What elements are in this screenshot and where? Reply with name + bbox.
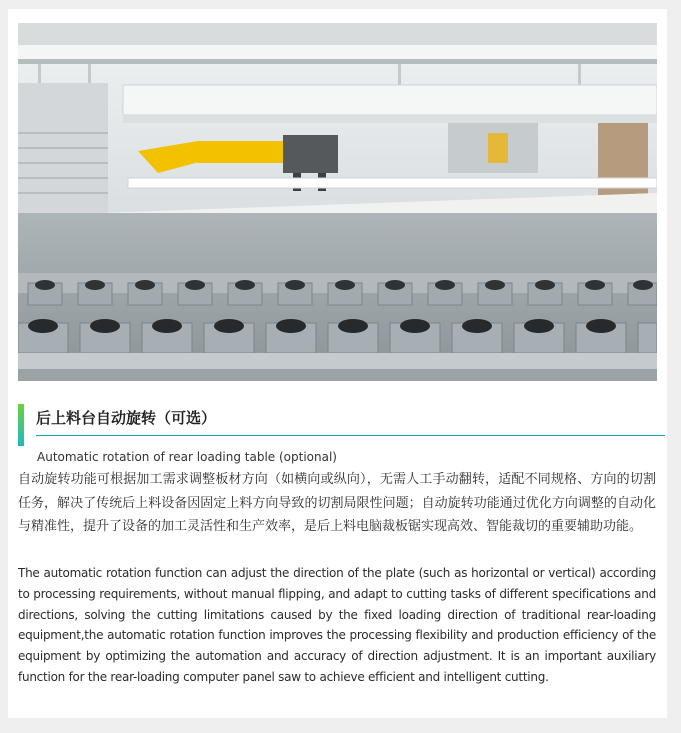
- section-title: 后上料台自动旋转（可选）: [36, 409, 217, 427]
- body-text-en: The automatic rotation function can adjust the direction of the plate (such as horizontal or vertical) according to processing requirements, without manual flipping, and adapt to cutting tasks of different specifications and directions, solving the cutting limitations caused by the fixed loading direction of traditional rear-loading equipment,the automatic rotation function improves the processing flexibility and production efficiency of the equipment by optimizing the automation and accuracy of direction adjustment. It is an important auxiliary function for the rear-loading computer panel saw to achieve efficient and intelligent cutting.: [18, 566, 656, 684]
- section-subtitle: Automatic rotation of rear loading table (optional): [37, 450, 337, 464]
- accent-bar: [18, 404, 24, 446]
- content-card: [8, 9, 667, 718]
- body-text-zh: 自动旋转功能可根据加工需求调整板材方向（如横向或纵向），无需人工手动翻转，适配不同规格、方向的切割任务，解决了传统后上料设备因固定上料方向导致的切割局限性问题；自动旋转功能通过优化方向调整的自动化与精准性，提升了设备的加工灵活性和生产效率，是后上料电脑裁板锯实现高效、智能裁切的重要辅助功能。: [18, 472, 656, 534]
- machine-illustration: [18, 23, 657, 381]
- machine-photo: [18, 23, 657, 381]
- heading-divider: [36, 435, 665, 436]
- section-heading: [18, 404, 665, 452]
